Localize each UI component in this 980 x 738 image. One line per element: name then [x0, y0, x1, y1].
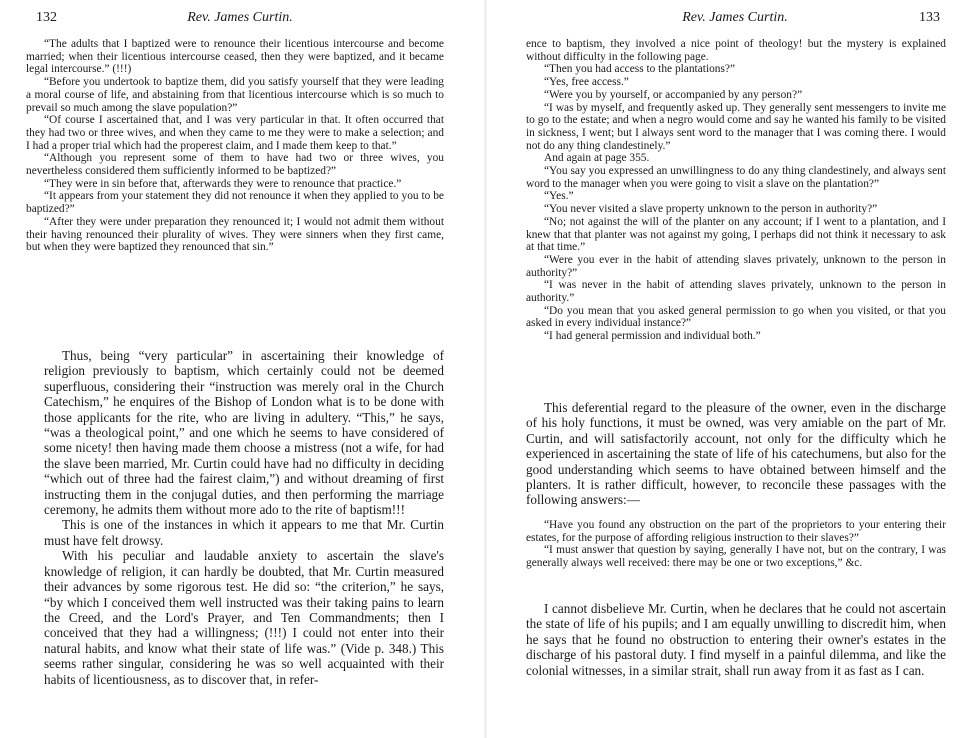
quote-paragraph: “Yes, free access.” — [544, 76, 629, 89]
left-page-header — [0, 10, 480, 28]
left-page — [0, 0, 480, 738]
right-running-head: Rev. James Curtin. — [682, 10, 788, 25]
body-paragraph: I cannot disbelieve Mr. Curtin, when he declares that he could not ascertain the state of life of his pupils; and I am equally unwilling to discredit him, when he says that he found no obstruction to entering their owner's estates in the discharge of his pastoral duty. I find myself in a painful dilemma, and like the colonial witnesses, in a similar strait, shall run away from it as fast as I can. — [526, 601, 946, 678]
quote-paragraph: “Although you represent some of them to have had two or three wives, you nevertheless considered them sufficiently informed to be baptized?” — [26, 152, 444, 178]
right-page — [490, 0, 980, 738]
quote-paragraph: “Of course I ascertained that, and I was very particular in that. It often occurred that they had two or three wives, and when they came to me they were to make a selection; and I had a proper trial which had the properest claim, and I made them keep to that.” — [26, 114, 444, 152]
left-quote-block — [26, 38, 444, 254]
quote-paragraph: “Yes.” — [544, 190, 574, 203]
quote-paragraph: “I had general permission and individual both.” — [544, 330, 761, 343]
left-page-number: 132 — [36, 10, 57, 25]
quote-paragraph: “I was never in the habit of attending slaves privately, unknown to the person in authority.” — [526, 279, 946, 305]
left-running-head: Rev. James Curtin. — [187, 10, 293, 25]
body-paragraph: Thus, being “very particular” in ascertaining their knowledge of religion previously to baptism, which certainly could not be deemed superfluous, considering their “instruction was merely oral in the Church Catechism,” he enquires of the Bishop of London what is to be done with those applicants for the rite, who are living in adultery. “This,” he says, “was a theological point,” and one which he seems to have considered of some nicety! then having made them choose a mistress (not a wife, for had the slave been married, Mr. Curtin could have had no difficulty in deciding “which out of three had the fairest claim,”) and without dreaming of first instructing them in the conjugal duties, and then performing the marriage ceremony, he admits them without more ado to the rite of baptism!!! — [44, 348, 444, 518]
quote-paragraph: “After they were under preparation they renounced it; I would not admit them without their having renounced their plurality of wives. They were sinners when they first came, but when they were baptized they renounced that sin.” — [26, 215, 444, 254]
quote-paragraph: “They were in sin before that, afterwards they were to renounce that practice.” — [44, 177, 402, 190]
right-body-paragraph-two — [526, 601, 946, 678]
quote-paragraph: “Were you ever in the habit of attending slaves privately, unknown to the person in authority?” — [526, 253, 946, 279]
right-quote-block-one — [526, 38, 946, 343]
book-gutter — [484, 0, 487, 738]
quote-paragraph: “You never visited a slave property unknown to the person in authority?” — [544, 203, 878, 216]
left-body-text — [44, 348, 444, 687]
quote-paragraph: ence to baptism, they involved a nice point of theology! but the mystery is explained without difficulty in the following page. — [526, 38, 946, 63]
right-quote-block-two — [526, 519, 946, 570]
right-page-number: 133 — [919, 10, 940, 25]
quote-paragraph: “I was by myself, and frequently asked up. They generally sent messengers to invite me to go to the estate; and when a negro would come and say he wanted his family to be visited in sickness, I went; but I always sent word to the manager that I was coming there. I would not do any thing clandestinely.” — [526, 101, 946, 152]
quote-paragraph: “Then you had access to the plantations?” — [544, 63, 736, 76]
body-paragraph: This is one of the instances in which it appears to me that Mr. Curtin must have felt drowsy. — [44, 517, 444, 548]
quote-paragraph: “The adults that I baptized were to renounce their licentious intercourse and become married; when their licentious intercourse ceased, then they were baptized, and it became legal intercourse.” (!!!) — [26, 38, 444, 76]
right-page-header — [490, 10, 980, 28]
quote-paragraph: “Do you mean that you asked general permission to go when you visited, or that you asked in every individual instance?” — [526, 304, 946, 330]
quote-paragraph: “It appears from your statement they did not renounce it when they applied to you to be baptized?” — [26, 190, 444, 216]
body-paragraph: With his peculiar and laudable anxiety to ascertain the slave's knowledge of religion, it can hardly be doubted, that Mr. Curtin measured their advances by some rigorous test. He did so: “the criterion,” he says, “by which I conceived them well instructed was their taking pains to learn the Creed, and the Lord's Prayer, and Ten Commandments; then I conceived that they had a willingness; (!!!) I could not enter into their natural habits, and know what their state of life was.” (Vide p. 348.) This seems rather singular, considering he was so well acquainted with their habits of licentiousness, as to discover that, in refer- — [44, 548, 444, 687]
quote-paragraph: “Were you by yourself, or accompanied by any person?” — [544, 88, 803, 101]
right-body-paragraph-one — [526, 400, 946, 508]
quote-paragraph: “Have you found any obstruction on the part of the proprietors to your entering their estates, for the purpose of affording religious instruction to their slaves?” — [526, 519, 946, 544]
quote-paragraph: “I must answer that question by saying, generally I have not, but on the contrary, I was generally always well received: there may be one or two exceptions,” &c. — [526, 544, 946, 570]
body-paragraph: This deferential regard to the pleasure of the owner, even in the discharge of his holy functions, it must be owned, was very amiable on the part of Mr. Curtin, and will satisfactorily account, not only for the difficulty which he experienced in ascertaining the state of life of his catechumens, but also for the good understanding which seems to have obtained between himself and the planters. It is rather difficult, however, to reconcile these passages with the following answers:— — [526, 400, 946, 508]
quote-paragraph: “Before you undertook to baptize them, did you satisfy yourself that they were leading a moral course of life, and abstaining from that licentious intercourse which is so much to prevail so much among the slave population?” — [26, 76, 444, 114]
quote-paragraph: “You say you expressed an unwillingness to do any thing clandestinely, and always sent word to the manager when you were going to visit a slave on the plantation?” — [526, 165, 946, 190]
quote-paragraph: “No; not against the will of the planter on any account; if I went to a plantation, and I knew that that planter was not against my going, I perhaps did not think it necessary to ask at that time.” — [526, 215, 946, 254]
quote-paragraph: And again at page 355. — [544, 152, 650, 165]
